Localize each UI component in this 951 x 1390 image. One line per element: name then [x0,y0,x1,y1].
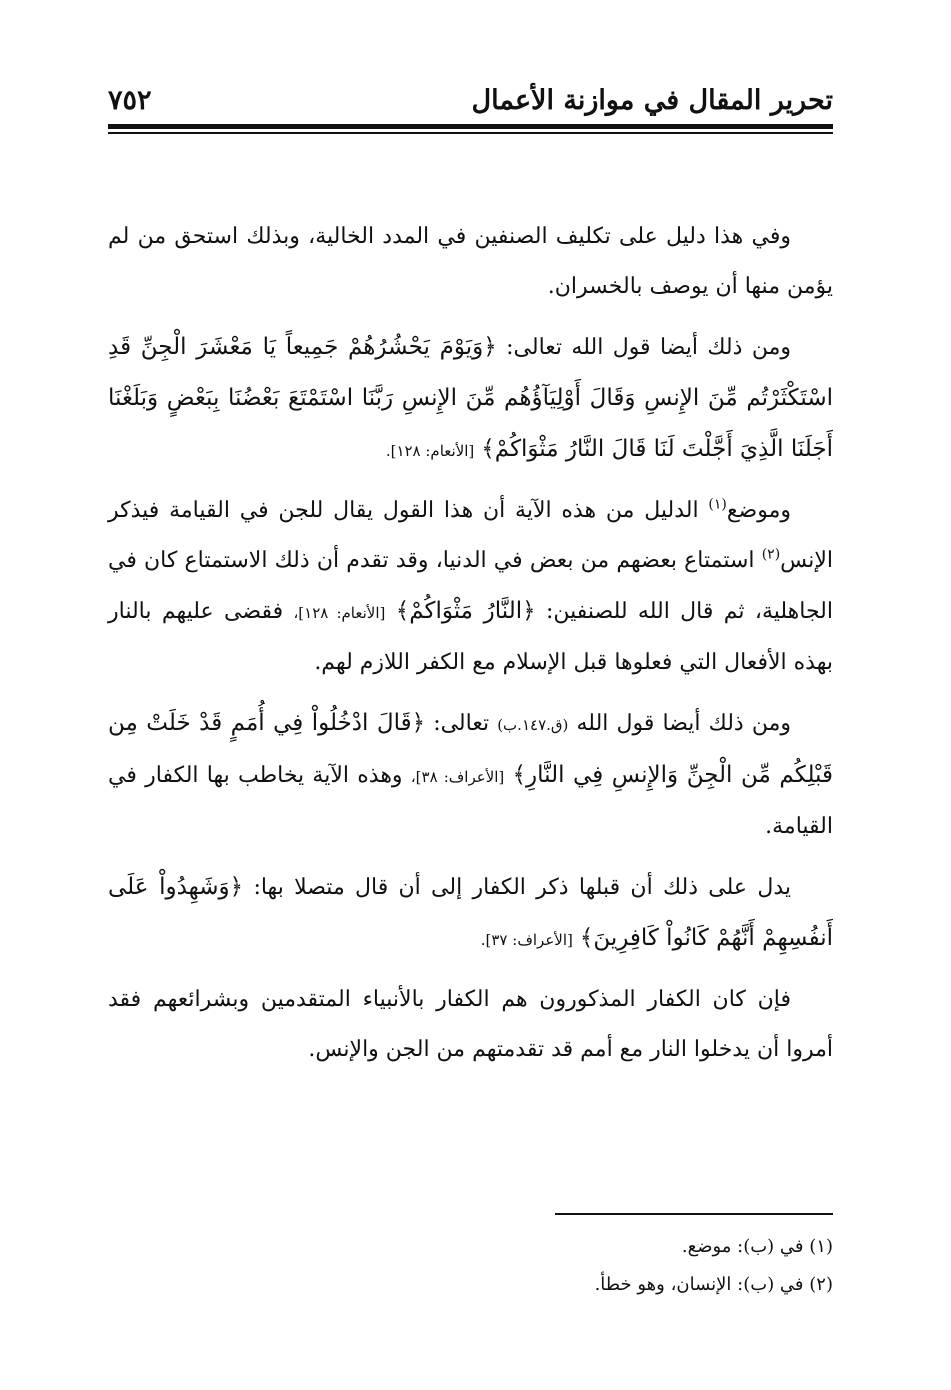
paragraph-text: تعالى: [433,711,498,736]
paragraph-text: ومن ذلك أيضا قول الله تعالى: [506,335,791,360]
paragraph-2 [108,322,833,476]
quran-verse: ﴿النَّارُ مَثْوَاكُمْ﴾ [395,598,536,624]
paragraph-text: فإن كان الكفار المذكورون هم الكفار بالأنبياء المتقدمين وبشرائعهم فقد أمروا أن يدخلوا النار مع أمم قد تقدمتهم من الجن والإنس. [108,987,833,1062]
paragraph-text: وهذه الآية يخاطب بها الكفار في القيامة. [108,763,833,839]
verse-citation: [الأعراف: ٣٨]، [410,768,505,786]
footnote-2: (٢) في (ب): الإنسان، وهو خطأ. [594,1274,833,1295]
footnote-1: (١) في (ب): موضع. [681,1236,833,1257]
paragraph-1 [108,212,833,312]
paragraph-5 [108,862,833,965]
book-title: تحرير المقال في موازنة الأعمال [471,85,833,116]
verse-citation: [الأنعام: ١٢٨]. [385,442,475,460]
running-header [108,78,833,122]
paragraph-text: فقضى عليهم بالنار بهذه الأفعال التي فعلوها قبل الإسلام مع الكفر اللازم لهم. [108,599,833,675]
paragraph-text: الدليل من هذه الآية أن هذا القول يقال للجن في القيامة فيذكر الإنس [108,498,833,573]
paragraph-text: وموضع [726,498,791,523]
paragraph-6 [108,975,833,1075]
quran-verse: ﴿وَيَوْمَ يَحْشُرُهُمْ جَمِيعاً يَا مَعْشَرَ الْجِنِّ قَدِ اسْتَكْثَرْتُم مِّنَ الإِنسِ وَقَالَ أَوْلِيَآؤُهُم مِّنَ الإِنسِ رَبَّنَا اسْتَمْتَعَ بَعْضُنَا بِبَعْضٍ وَبَلَغْنَا أَجَلَنَا الَّذِيَ أَجَّلْتَ لَنَا قَالَ النَّارُ مَثْوَاكُمْ﴾ [108,334,833,462]
header-rule-thick [108,124,833,129]
quran-verse: ﴿قَالَ ادْخُلُواْ فِي أُمَمٍ قَدْ خَلَتْ مِن قَبْلِكُم مِّن الْجِنِّ وَالإِنسِ فِي النَّارِ﴾ [108,710,833,788]
paragraph-text: وفي هذا دليل على تكليف الصنفين في المدد الخالية، وبذلك استحق من لم يؤمن منها أن يوصف بالخسران. [108,224,833,299]
page-number: ٧٥٢ [108,85,152,116]
header-rule-thin [108,132,833,134]
paragraph-4 [108,698,833,852]
paragraph-text: استمتاع بعضهم من بعض في الدنيا، وقد تقدم أن ذلك الاستمتاع كان في الجاهلية، ثم قال الله للصنفين: [108,548,833,624]
footnotes [108,1228,833,1304]
verse-citation: [الأنعام: ١٢٨]، [293,604,386,622]
footnote-separator [555,1213,833,1215]
manuscript-folio-ref: (ق.١٤٧.ب) [497,716,569,734]
quran-verse: ﴿وَشَهِدُواْ عَلَى أَنفُسِهِمْ أَنَّهُمْ كَانُواْ كَافِرِينَ﴾ [108,874,833,951]
verse-citation: [الأعراف: ٣٧]. [480,931,573,949]
footnote-marker-2[interactable]: (٢) [761,546,781,563]
main-text [108,212,833,1085]
paragraph-text: يدل على ذلك أن قبلها ذكر الكفار إلى أن قال متصلا بها: [253,875,791,900]
paragraph-3 [108,486,833,688]
footnote-marker-1[interactable]: (١) [708,496,727,513]
paragraph-text: ومن ذلك أيضا قول الله [576,711,791,736]
